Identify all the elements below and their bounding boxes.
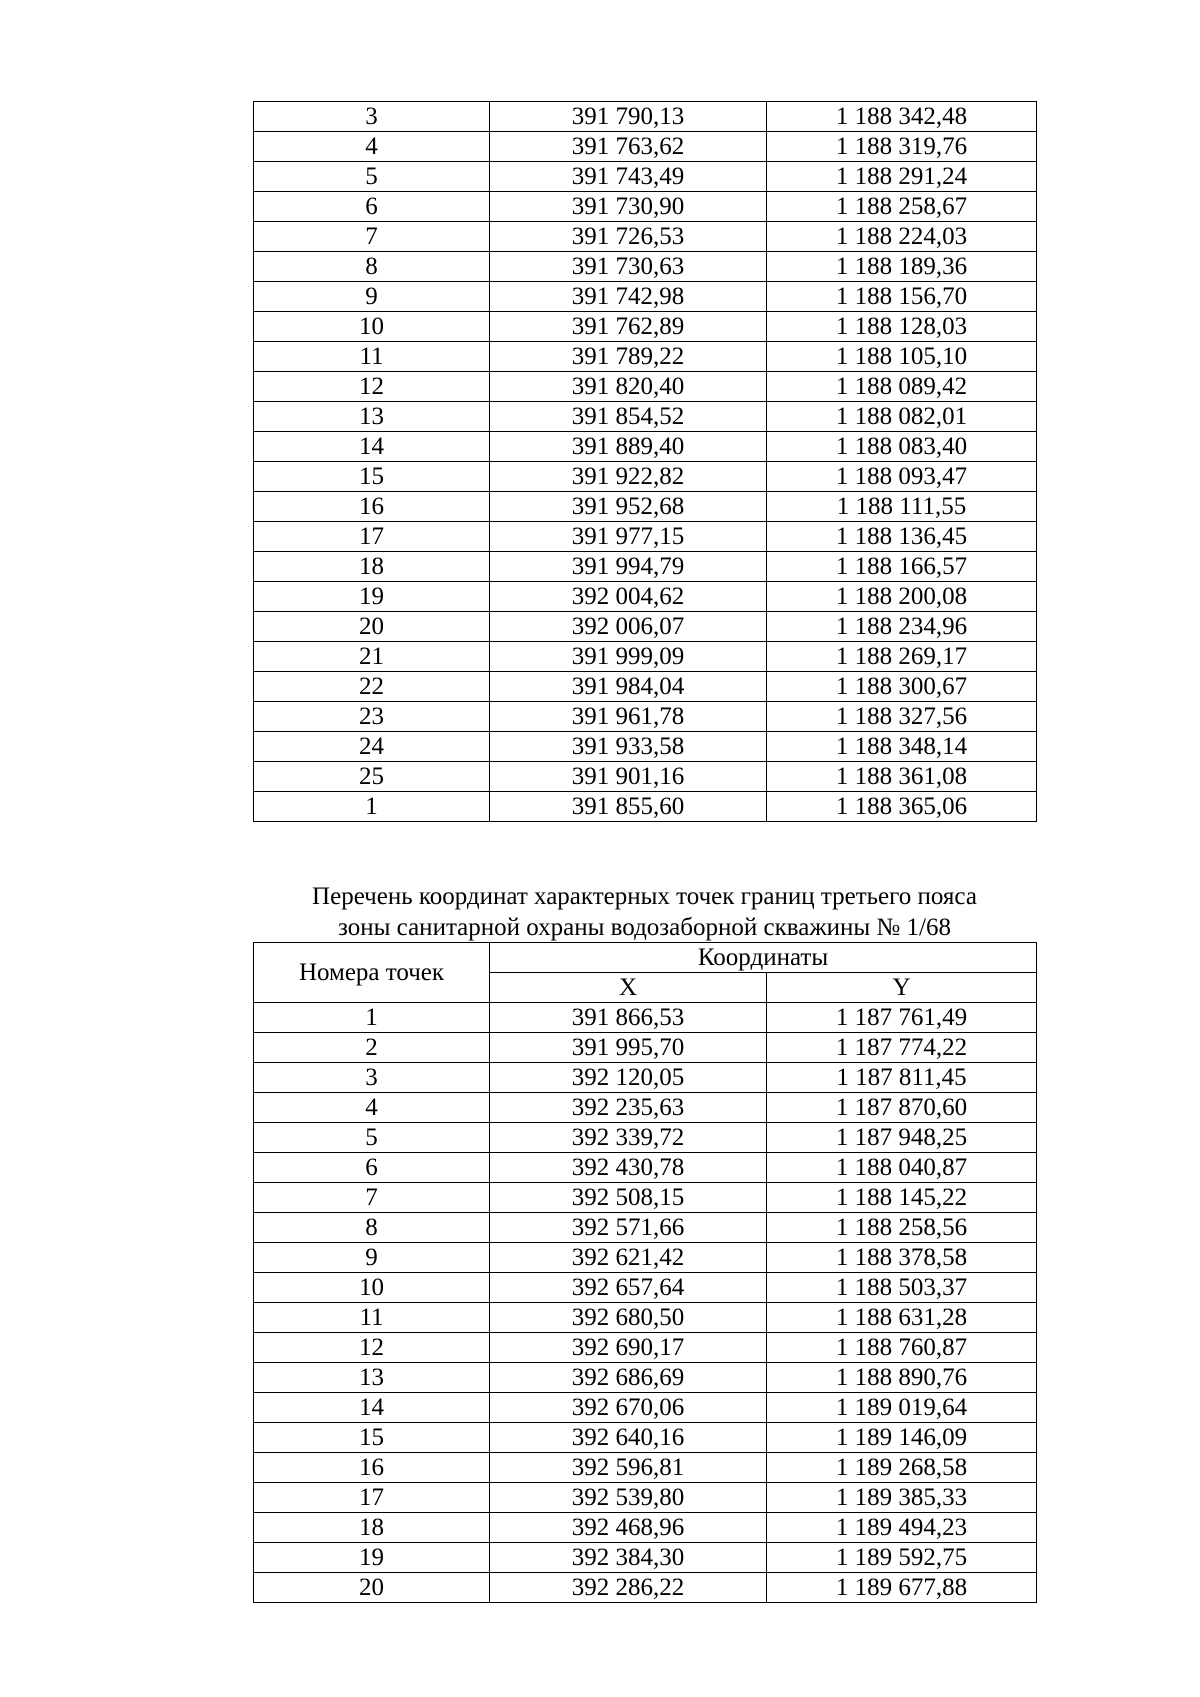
- point-number-cell: 13: [254, 402, 490, 432]
- x-coordinate-cell: 392 286,22: [490, 1573, 767, 1603]
- y-coordinate-cell: 1 188 291,24: [767, 162, 1037, 192]
- table-row: [254, 1123, 1037, 1153]
- point-number-cell: 19: [254, 582, 490, 612]
- header-y: Y: [767, 973, 1037, 1003]
- x-coordinate-cell: 392 596,81: [490, 1453, 767, 1483]
- table-row: [254, 1363, 1037, 1393]
- table-row: [254, 1093, 1037, 1123]
- point-number-cell: 16: [254, 492, 490, 522]
- table-row: [254, 1153, 1037, 1183]
- x-coordinate-cell: 392 690,17: [490, 1333, 767, 1363]
- x-coordinate-cell: 391 730,63: [490, 252, 767, 282]
- x-coordinate-cell: 392 539,80: [490, 1483, 767, 1513]
- point-number-cell: 17: [254, 1483, 490, 1513]
- x-coordinate-cell: 392 680,50: [490, 1303, 767, 1333]
- x-coordinate-cell: 392 686,69: [490, 1363, 767, 1393]
- x-coordinate-cell: 391 762,89: [490, 312, 767, 342]
- table-row: [254, 762, 1037, 792]
- point-number-cell: 10: [254, 312, 490, 342]
- point-number-cell: 14: [254, 1393, 490, 1423]
- point-number-cell: 17: [254, 522, 490, 552]
- x-coordinate-cell: 391 901,16: [490, 762, 767, 792]
- table-row: [254, 1273, 1037, 1303]
- point-number-cell: 16: [254, 1453, 490, 1483]
- y-coordinate-cell: 1 188 890,76: [767, 1363, 1037, 1393]
- point-number-cell: 2: [254, 1033, 490, 1063]
- table-row: [254, 612, 1037, 642]
- table-row: [254, 1243, 1037, 1273]
- y-coordinate-cell: 1 188 200,08: [767, 582, 1037, 612]
- y-coordinate-cell: 1 187 948,25: [767, 1123, 1037, 1153]
- point-number-cell: 7: [254, 1183, 490, 1213]
- x-coordinate-cell: 391 820,40: [490, 372, 767, 402]
- third-belt-coordinates-table: [253, 942, 1037, 1603]
- y-coordinate-cell: 1 188 145,22: [767, 1183, 1037, 1213]
- table-body: [254, 102, 1037, 822]
- table-row: [254, 1333, 1037, 1363]
- y-coordinate-cell: 1 188 365,06: [767, 792, 1037, 822]
- y-coordinate-cell: 1 187 870,60: [767, 1093, 1037, 1123]
- x-coordinate-cell: 392 384,30: [490, 1543, 767, 1573]
- x-coordinate-cell: 391 995,70: [490, 1033, 767, 1063]
- table-body: [254, 1003, 1037, 1603]
- point-number-cell: 23: [254, 702, 490, 732]
- y-coordinate-cell: 1 187 811,45: [767, 1063, 1037, 1093]
- point-number-cell: 5: [254, 162, 490, 192]
- y-coordinate-cell: 1 188 156,70: [767, 282, 1037, 312]
- caption-line-1: Перечень координат характерных точек границ третьего пояса: [312, 883, 977, 910]
- point-number-cell: 18: [254, 552, 490, 582]
- y-coordinate-cell: 1 189 592,75: [767, 1543, 1037, 1573]
- y-coordinate-cell: 1 187 761,49: [767, 1003, 1037, 1033]
- table-caption: [253, 881, 1036, 943]
- table-row: [254, 312, 1037, 342]
- x-coordinate-cell: 391 984,04: [490, 672, 767, 702]
- table-row: [254, 462, 1037, 492]
- point-number-cell: 20: [254, 612, 490, 642]
- table-row: [254, 672, 1037, 702]
- y-coordinate-cell: 1 188 378,58: [767, 1243, 1037, 1273]
- point-number-cell: 12: [254, 1333, 490, 1363]
- point-number-cell: 11: [254, 1303, 490, 1333]
- point-number-cell: 15: [254, 462, 490, 492]
- x-coordinate-cell: 391 854,52: [490, 402, 767, 432]
- x-coordinate-cell: 391 743,49: [490, 162, 767, 192]
- y-coordinate-cell: 1 188 300,67: [767, 672, 1037, 702]
- y-coordinate-cell: 1 188 631,28: [767, 1303, 1037, 1333]
- point-number-cell: 3: [254, 1063, 490, 1093]
- table-row: [254, 792, 1037, 822]
- x-coordinate-cell: 391 922,82: [490, 462, 767, 492]
- point-number-cell: 5: [254, 1123, 490, 1153]
- y-coordinate-cell: 1 188 166,57: [767, 552, 1037, 582]
- y-coordinate-cell: 1 188 234,96: [767, 612, 1037, 642]
- y-coordinate-cell: 1 187 774,22: [767, 1033, 1037, 1063]
- table-row: [254, 1393, 1037, 1423]
- table-row: [254, 732, 1037, 762]
- table-row: [254, 1483, 1037, 1513]
- table-row: [254, 1003, 1037, 1033]
- table-row: [254, 1423, 1037, 1453]
- header-row: [254, 943, 1037, 973]
- table-row: [254, 282, 1037, 312]
- y-coordinate-cell: 1 188 082,01: [767, 402, 1037, 432]
- x-coordinate-cell: 392 508,15: [490, 1183, 767, 1213]
- x-coordinate-cell: 391 790,13: [490, 102, 767, 132]
- table-row: [254, 342, 1037, 372]
- point-number-cell: 9: [254, 1243, 490, 1273]
- y-coordinate-cell: 1 188 093,47: [767, 462, 1037, 492]
- point-number-cell: 25: [254, 762, 490, 792]
- point-number-cell: 20: [254, 1573, 490, 1603]
- x-coordinate-cell: 392 468,96: [490, 1513, 767, 1543]
- y-coordinate-cell: 1 188 361,08: [767, 762, 1037, 792]
- x-coordinate-cell: 391 952,68: [490, 492, 767, 522]
- point-number-cell: 9: [254, 282, 490, 312]
- table-row: [254, 1033, 1037, 1063]
- point-number-cell: 24: [254, 732, 490, 762]
- table-row: [254, 702, 1037, 732]
- x-coordinate-cell: 391 961,78: [490, 702, 767, 732]
- table-row: [254, 1573, 1037, 1603]
- x-coordinate-cell: 392 670,06: [490, 1393, 767, 1423]
- y-coordinate-cell: 1 188 503,37: [767, 1273, 1037, 1303]
- y-coordinate-cell: 1 188 111,55: [767, 492, 1037, 522]
- header-x: X: [490, 973, 767, 1003]
- table-row: [254, 1063, 1037, 1093]
- y-coordinate-cell: 1 189 677,88: [767, 1573, 1037, 1603]
- x-coordinate-cell: 392 339,72: [490, 1123, 767, 1153]
- y-coordinate-cell: 1 188 105,10: [767, 342, 1037, 372]
- table-row: [254, 522, 1037, 552]
- x-coordinate-cell: 391 855,60: [490, 792, 767, 822]
- x-coordinate-cell: 392 004,62: [490, 582, 767, 612]
- x-coordinate-cell: 391 763,62: [490, 132, 767, 162]
- x-coordinate-cell: 391 999,09: [490, 642, 767, 672]
- x-coordinate-cell: 392 120,05: [490, 1063, 767, 1093]
- x-coordinate-cell: 391 789,22: [490, 342, 767, 372]
- y-coordinate-cell: 1 188 040,87: [767, 1153, 1037, 1183]
- table-row: [254, 1303, 1037, 1333]
- point-number-cell: 1: [254, 792, 490, 822]
- y-coordinate-cell: 1 189 019,64: [767, 1393, 1037, 1423]
- y-coordinate-cell: 1 188 319,76: [767, 132, 1037, 162]
- table-row: [254, 432, 1037, 462]
- x-coordinate-cell: 392 430,78: [490, 1153, 767, 1183]
- y-coordinate-cell: 1 189 385,33: [767, 1483, 1037, 1513]
- header-point-numbers: Номера точек: [254, 943, 490, 1003]
- table-row: [254, 1543, 1037, 1573]
- x-coordinate-cell: 391 933,58: [490, 732, 767, 762]
- y-coordinate-cell: 1 188 760,87: [767, 1333, 1037, 1363]
- table-row: [254, 492, 1037, 522]
- y-coordinate-cell: 1 188 128,03: [767, 312, 1037, 342]
- table-row: [254, 642, 1037, 672]
- caption-line-2: зоны санитарной охраны водозаборной скважины № 1/68: [338, 914, 951, 941]
- y-coordinate-cell: 1 188 089,42: [767, 372, 1037, 402]
- table-row: [254, 372, 1037, 402]
- table-row: [254, 552, 1037, 582]
- table-header: [254, 943, 1037, 1003]
- point-number-cell: 3: [254, 102, 490, 132]
- y-coordinate-cell: 1 188 224,03: [767, 222, 1037, 252]
- table-row: [254, 1183, 1037, 1213]
- point-number-cell: 19: [254, 1543, 490, 1573]
- point-number-cell: 10: [254, 1273, 490, 1303]
- table-row: [254, 222, 1037, 252]
- y-coordinate-cell: 1 189 494,23: [767, 1513, 1037, 1543]
- point-number-cell: 11: [254, 342, 490, 372]
- point-number-cell: 6: [254, 192, 490, 222]
- x-coordinate-cell: 391 977,15: [490, 522, 767, 552]
- header-coordinates: Координаты: [490, 943, 1037, 973]
- table-row: [254, 162, 1037, 192]
- y-coordinate-cell: 1 188 189,36: [767, 252, 1037, 282]
- point-number-cell: 1: [254, 1003, 490, 1033]
- table-row: [254, 102, 1037, 132]
- table-row: [254, 1513, 1037, 1543]
- point-number-cell: 15: [254, 1423, 490, 1453]
- y-coordinate-cell: 1 188 136,45: [767, 522, 1037, 552]
- table-row: [254, 402, 1037, 432]
- y-coordinate-cell: 1 188 258,56: [767, 1213, 1037, 1243]
- y-coordinate-cell: 1 188 258,67: [767, 192, 1037, 222]
- point-number-cell: 7: [254, 222, 490, 252]
- y-coordinate-cell: 1 189 268,58: [767, 1453, 1037, 1483]
- x-coordinate-cell: 392 235,63: [490, 1093, 767, 1123]
- point-number-cell: 8: [254, 1213, 490, 1243]
- table-row: [254, 582, 1037, 612]
- x-coordinate-cell: 391 889,40: [490, 432, 767, 462]
- point-number-cell: 4: [254, 1093, 490, 1123]
- table-row: [254, 132, 1037, 162]
- y-coordinate-cell: 1 188 269,17: [767, 642, 1037, 672]
- y-coordinate-cell: 1 188 348,14: [767, 732, 1037, 762]
- y-coordinate-cell: 1 188 327,56: [767, 702, 1037, 732]
- table-row: [254, 1453, 1037, 1483]
- point-number-cell: 8: [254, 252, 490, 282]
- x-coordinate-cell: 391 730,90: [490, 192, 767, 222]
- x-coordinate-cell: 391 742,98: [490, 282, 767, 312]
- x-coordinate-cell: 392 571,66: [490, 1213, 767, 1243]
- point-number-cell: 22: [254, 672, 490, 702]
- y-coordinate-cell: 1 188 083,40: [767, 432, 1037, 462]
- table-row: [254, 252, 1037, 282]
- x-coordinate-cell: 392 657,64: [490, 1273, 767, 1303]
- x-coordinate-cell: 391 994,79: [490, 552, 767, 582]
- point-number-cell: 4: [254, 132, 490, 162]
- point-number-cell: 18: [254, 1513, 490, 1543]
- point-number-cell: 12: [254, 372, 490, 402]
- point-number-cell: 14: [254, 432, 490, 462]
- y-coordinate-cell: 1 189 146,09: [767, 1423, 1037, 1453]
- x-coordinate-cell: 391 726,53: [490, 222, 767, 252]
- coordinates-table-continued: [253, 101, 1037, 822]
- point-number-cell: 6: [254, 1153, 490, 1183]
- table-row: [254, 192, 1037, 222]
- x-coordinate-cell: 392 006,07: [490, 612, 767, 642]
- point-number-cell: 21: [254, 642, 490, 672]
- x-coordinate-cell: 392 640,16: [490, 1423, 767, 1453]
- table-row: [254, 1213, 1037, 1243]
- x-coordinate-cell: 391 866,53: [490, 1003, 767, 1033]
- y-coordinate-cell: 1 188 342,48: [767, 102, 1037, 132]
- point-number-cell: 13: [254, 1363, 490, 1393]
- x-coordinate-cell: 392 621,42: [490, 1243, 767, 1273]
